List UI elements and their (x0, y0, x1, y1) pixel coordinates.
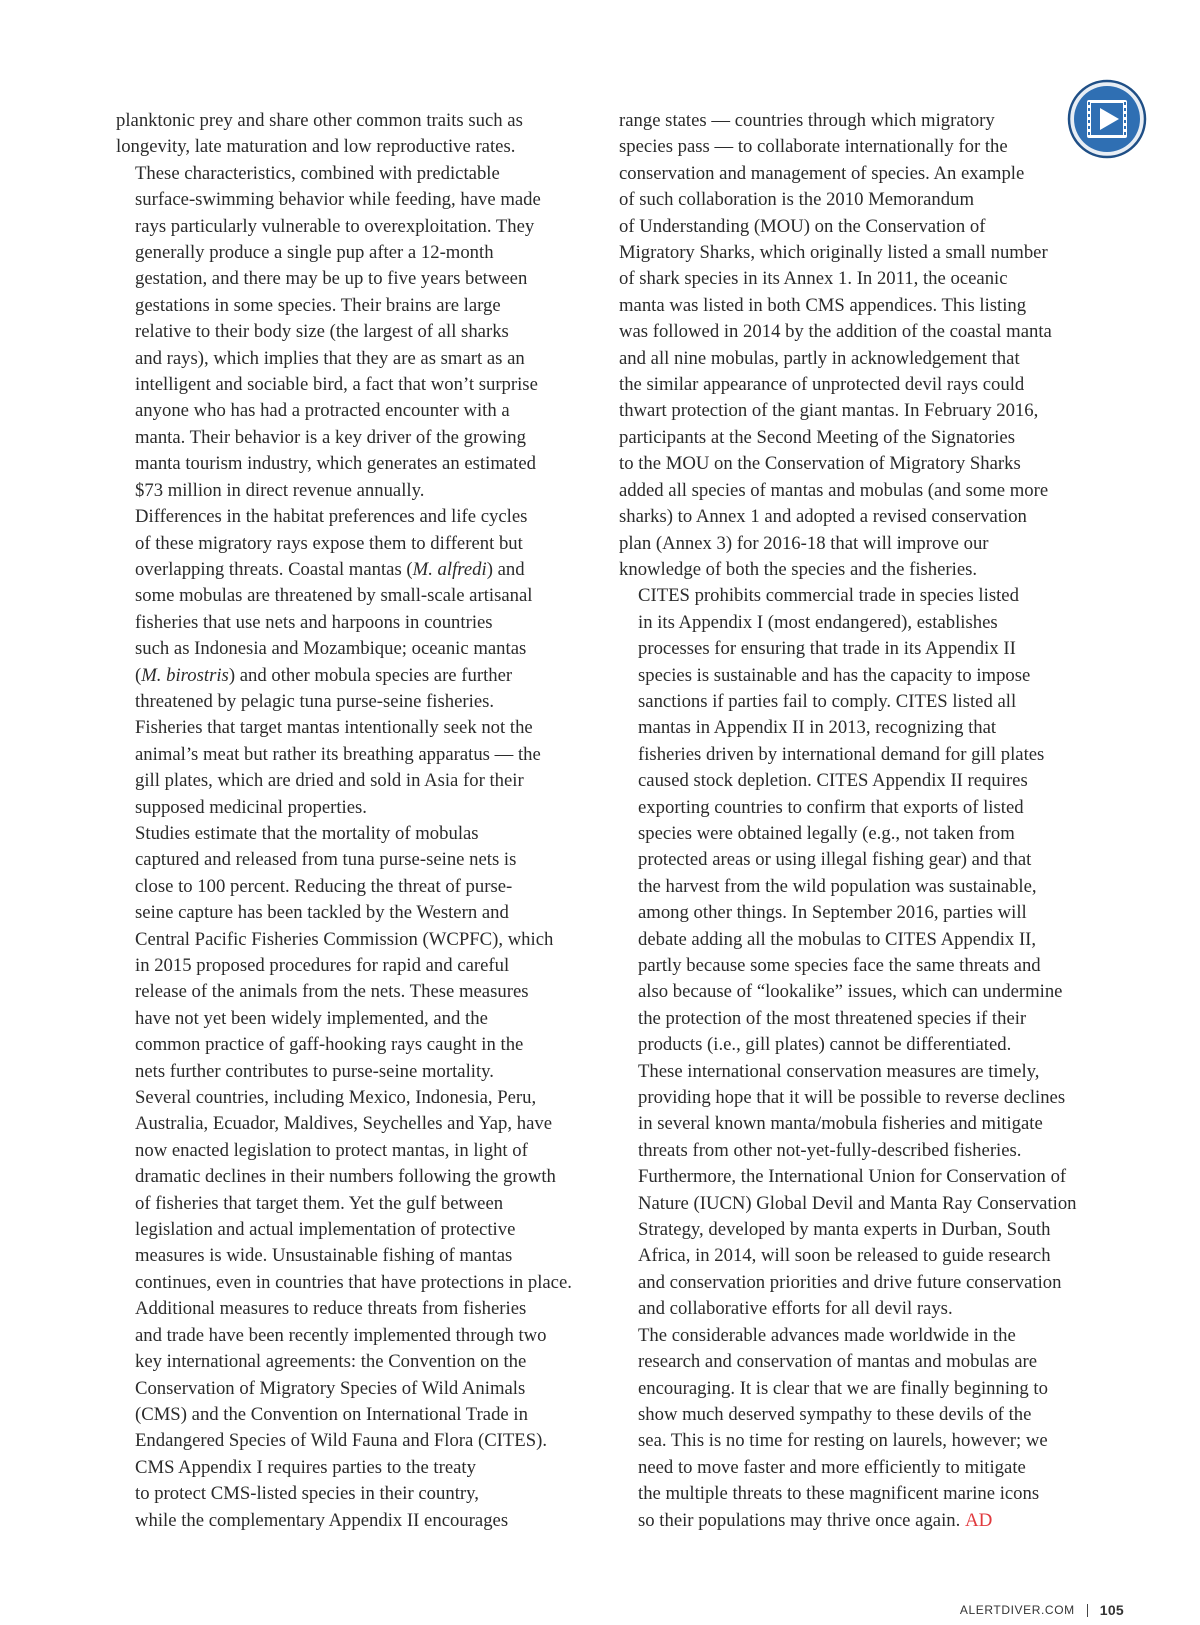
text-line: some mobulas are threatened by small-scale artisanal (135, 585, 533, 607)
text-line: anyone who has had a protracted encounter with a (135, 400, 510, 422)
text-line: supposed medicinal properties. (135, 796, 367, 818)
text-line: Africa, in 2014, will soon be released to guide research (638, 1245, 1051, 1267)
article-column-right (619, 108, 1087, 1534)
text-line: need to move faster and more efficiently to mitigate (638, 1456, 1026, 1478)
text-line: caused stock depletion. CITES Appendix II requires (638, 770, 1028, 792)
text-line: among other things. In September 2016, parties will (638, 902, 1027, 924)
text-line: relative to their body size (the largest of all sharks (135, 321, 509, 343)
text-line: conservation and management of species. An example (619, 162, 1025, 184)
text-line: Several countries, including Mexico, Indonesia, Peru, (135, 1087, 537, 1109)
text-line: continues, even in countries that have protections in place. (135, 1271, 572, 1293)
text-line: exporting countries to confirm that exports of listed (638, 796, 1024, 818)
text-line: planktonic prey and share other common traits such as (116, 110, 523, 131)
text-line: measures is wide. Unsustainable fishing of mantas (135, 1245, 513, 1267)
text-line: of fisheries that target them. Yet the gulf between (135, 1192, 504, 1214)
text-line: fisheries that use nets and harpoons in countries (135, 611, 493, 633)
paragraph (619, 1059, 1087, 1323)
paragraph (116, 504, 584, 821)
text-line: participants at the Second Meeting of the Signatories (619, 426, 1015, 448)
paragraph (619, 108, 1087, 583)
text-line: mantas in Appendix II in 2013, recognizing that (638, 717, 997, 739)
text-line: overlapping threats. Coastal mantas (M. alfredi) and (135, 558, 525, 580)
text-line: (M. birostris) and other mobula species are further (135, 664, 513, 686)
text-line: Australia, Ecuador, Maldives, Seychelles and Yap, have (135, 1113, 553, 1135)
species-name: M. birostris (141, 664, 229, 686)
text-line: Studies estimate that the mortality of mobulas (135, 822, 479, 844)
text-line: threats from other not-yet-fully-described fisheries. (638, 1139, 1022, 1161)
text-line: Strategy, developed by manta experts in Durban, South (638, 1219, 1051, 1241)
text-line: have not yet been widely implemented, and the (135, 1007, 488, 1029)
text-line: Differences in the habitat preferences and life cycles (135, 506, 528, 528)
text-line: show much deserved sympathy to these devils of the (638, 1403, 1032, 1425)
text-line: providing hope that it will be possible to reverse declines (638, 1087, 1066, 1109)
text-line: while the complementary Appendix II encourages (135, 1509, 509, 1531)
text-line: release of the animals from the nets. These measures (135, 981, 529, 1003)
paragraph (116, 1085, 584, 1296)
text-line: Migratory Sharks, which originally listed a small number (619, 242, 1048, 264)
text-line: intelligent and sociable bird, a fact that won’t surprise (135, 374, 538, 396)
text-line: manta was listed in both CMS appendices. This listing (619, 294, 1027, 316)
text-line: of these migratory rays expose them to different but (135, 532, 523, 554)
page-number: 105 (1099, 1602, 1124, 1618)
text-line: These characteristics, combined with predictable (135, 162, 500, 184)
paragraph (116, 161, 584, 504)
text-line-content: so their populations may thrive once again. (638, 1509, 961, 1531)
text-line: knowledge of both the species and the fisheries. (619, 558, 978, 580)
paragraph (116, 108, 584, 161)
text-line: gestations in some species. Their brains are large (135, 294, 501, 316)
text-line: in several known manta/mobula fisheries and mitigate (638, 1113, 1043, 1135)
text-line: nets further contributes to purse-seine mortality. (135, 1060, 494, 1082)
text-line: Nature (IUCN) Global Devil and Manta Ray Conservation (638, 1192, 1077, 1214)
text-line: protected areas or using illegal fishing gear) and that (638, 849, 1032, 871)
text-line: key international agreements: the Convention on the (135, 1351, 527, 1373)
text-line: of shark species in its Annex 1. In 2011, the oceanic (619, 268, 1008, 290)
text-line: Endangered Species of Wild Fauna and Flora (CITES). (135, 1430, 548, 1452)
text-line: thwart protection of the giant mantas. In February 2016, (619, 400, 1039, 422)
text-line: close to 100 percent. Reducing the threat of purse- (135, 875, 513, 897)
text-line: species pass — to collaborate internationally for the (619, 136, 1008, 158)
species-name: M. alfredi (412, 558, 487, 580)
text-line: now enacted legislation to protect mantas, in light of (135, 1139, 528, 1161)
video-play-button[interactable] (1067, 79, 1147, 159)
text-line: $73 million in direct revenue annually. (135, 479, 425, 501)
text-line: longevity, late maturation and low reproductive rates. (116, 136, 516, 158)
text-line: the multiple threats to these magnificent marine icons (638, 1483, 1040, 1505)
text-line: species were obtained legally (e.g., not taken from (638, 822, 1015, 844)
text-line: fisheries driven by international demand for gill plates (638, 743, 1045, 765)
text-line: processes for ensuring that trade in its Appendix II (638, 638, 1016, 660)
text-line: manta tourism industry, which generates an estimated (135, 453, 536, 475)
text-line: legislation and actual implementation of protective (135, 1219, 516, 1241)
footer-divider (1087, 1604, 1088, 1617)
paragraph (116, 1296, 584, 1454)
text-line: captured and released from tuna purse-seine nets is (135, 849, 517, 871)
text-line: Conservation of Migratory Species of Wild Animals (135, 1377, 526, 1399)
text-line: in its Appendix I (most endangered), establishes (638, 611, 998, 633)
text-line: animal’s meat but rather its breathing apparatus — the (135, 743, 541, 765)
end-mark-ad: AD (964, 1509, 993, 1531)
text-line: sanctions if parties fail to comply. CITES listed all (638, 690, 1017, 712)
text-line: the harvest from the wild population was sustainable, (638, 875, 1037, 897)
text-line: Additional measures to reduce threats from fisheries (135, 1298, 527, 1320)
text-line: surface-swimming behavior while feeding, have made (135, 189, 541, 211)
text-line: products (i.e., gill plates) cannot be differentiated. (638, 1034, 1012, 1056)
text-line: encouraging. It is clear that we are finally beginning to (638, 1377, 1048, 1399)
video-play-icon (1067, 79, 1147, 159)
text-line: threatened by pelagic tuna purse-seine fisheries. (135, 690, 495, 712)
text-line: rays particularly vulnerable to overexploitation. They (135, 215, 535, 237)
text-line: plan (Annex 3) for 2016-18 that will improve our (619, 532, 989, 554)
text-line: The considerable advances made worldwide in the (638, 1324, 1016, 1346)
text-line: and collaborative efforts for all devil rays. (638, 1298, 953, 1320)
text-line: Fisheries that target mantas intentionally seek not the (135, 717, 533, 739)
text-line: the protection of the most threatened species if their (638, 1007, 1027, 1029)
text-line: Furthermore, the International Union for Conservation of (638, 1166, 1067, 1188)
text-line (619, 1508, 1087, 1534)
text-line: generally produce a single pup after a 12-month (135, 242, 494, 264)
text-line: research and conservation of mantas and mobulas are (638, 1351, 1038, 1373)
text-line: (CMS) and the Convention on International Trade in (135, 1403, 528, 1425)
article-column-left (116, 108, 584, 1534)
text-line: common practice of gaff-hooking rays caught in the (135, 1034, 524, 1056)
text-line: gestation, and there may be up to five years between (135, 268, 528, 290)
text-line: of Understanding (MOU) on the Conservation of (619, 215, 986, 237)
text-line: such as Indonesia and Mozambique; oceanic mantas (135, 638, 527, 660)
text-line: and conservation priorities and drive future conservation (638, 1271, 1062, 1293)
text-line: to the MOU on the Conservation of Migratory Sharks (619, 453, 1021, 475)
text-line: Central Pacific Fisheries Commission (WCPFC), which (135, 928, 554, 950)
text-line: dramatic declines in their numbers following the growth (135, 1166, 556, 1188)
text-line: species is sustainable and has the capacity to impose (638, 664, 1031, 686)
text-line: partly because some species face the same threats and (638, 955, 1041, 976)
text-line: the similar appearance of unprotected devil rays could (619, 374, 1025, 396)
paragraph (116, 821, 584, 1085)
footer-site-name: ALERTDIVER.COM (959, 1603, 1075, 1617)
text-line: sharks) to Annex 1 and adopted a revised conservation (619, 506, 1027, 528)
paragraph (619, 1323, 1087, 1534)
text-line: also because of “lookalike” issues, which can undermine (638, 981, 1063, 1003)
text-line: CMS Appendix I requires parties to the treaty (135, 1456, 476, 1478)
text-line: in 2015 proposed procedures for rapid and careful (135, 955, 510, 976)
text-line: manta. Their behavior is a key driver of the growing (135, 426, 526, 448)
paragraph (619, 583, 1087, 1058)
text-line: range states — countries through which migratory (619, 110, 995, 131)
text-line: and all nine mobulas, partly in acknowledgement that (619, 347, 1020, 369)
text-line: These international conservation measures are timely, (638, 1060, 1040, 1082)
paragraph (116, 1455, 584, 1534)
page-footer (960, 1602, 1124, 1618)
text-line: debate adding all the mobulas to CITES Appendix II, (638, 928, 1037, 950)
text-line: and rays), which implies that they are as smart as an (135, 347, 525, 369)
text-line: gill plates, which are dried and sold in Asia for their (135, 770, 524, 792)
text-line: added all species of mantas and mobulas (and some more (619, 479, 1049, 501)
text-line: to protect CMS-listed species in their country, (135, 1483, 479, 1505)
text-line: and trade have been recently implemented through two (135, 1324, 547, 1346)
text-line: CITES prohibits commercial trade in species listed (638, 585, 1019, 607)
text-line: sea. This is no time for resting on laurels, however; we (638, 1430, 1048, 1452)
text-line: of such collaboration is the 2010 Memorandum (619, 189, 974, 211)
text-line: seine capture has been tackled by the Western and (135, 902, 509, 924)
text-line: was followed in 2014 by the addition of the coastal manta (619, 321, 1052, 343)
